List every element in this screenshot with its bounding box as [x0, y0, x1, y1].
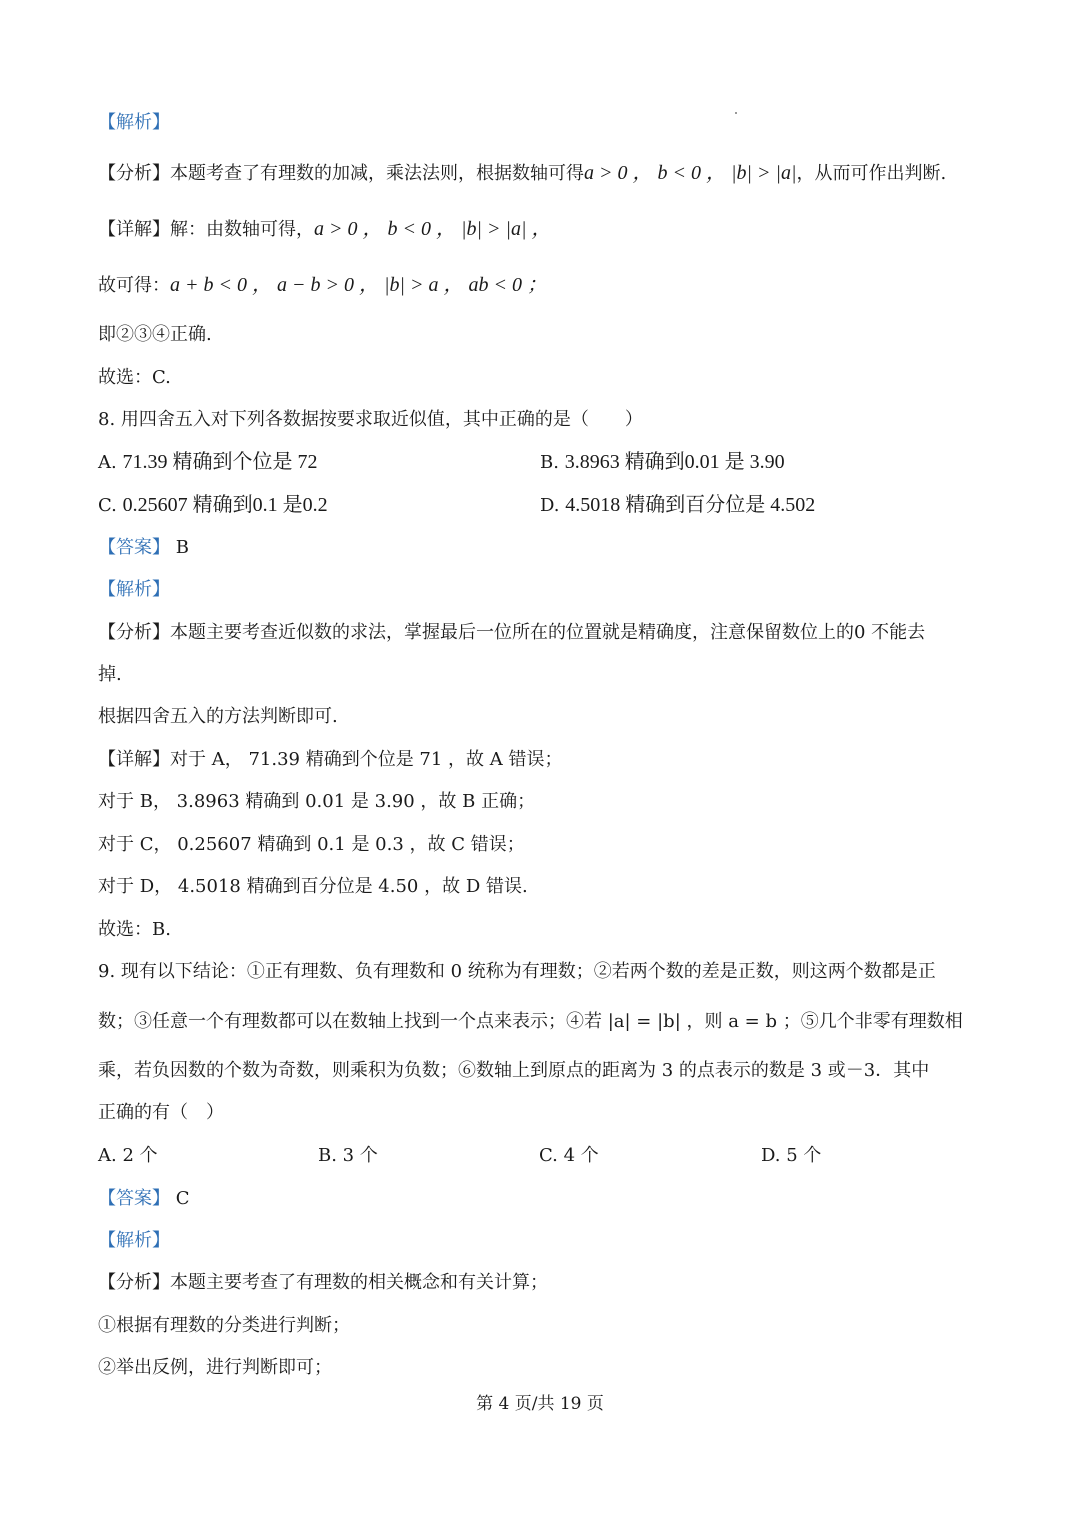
guke-text: 故可得：	[98, 275, 170, 296]
fenxi-tag: 【分析】	[98, 163, 170, 184]
q9-stem-line2: 数；③任意一个有理数都可以在数轴上找到一个点来表示；④若 |a| = |b| ，则 a = b ；⑤几个非零有理数相	[98, 1011, 963, 1032]
option-text: 71.39 精确到个位是 72	[122, 451, 318, 473]
q9-fenxi	[98, 1271, 548, 1295]
xiangjie-line	[98, 217, 551, 242]
q9-stem-line1: 9. 现有以下结论：①正有理数、负有理数和 0 统称为有理数；②若两个数的差是正数，则这两个数都是正	[98, 961, 936, 982]
guxuan-c: 故选：C.	[98, 367, 171, 388]
q8-jiexi	[98, 578, 170, 602]
guke-math: a + b < 0 ， a − b > 0 ， |b| > a ， ab < 0 ；	[170, 274, 547, 296]
fenxi-line	[98, 161, 946, 186]
jiexi-tag: 【解析】	[98, 1230, 170, 1251]
q9-option-a: A. 2 个	[98, 1145, 158, 1166]
q8-stem: 8. 用四舍五入对下列各数据按要求取近似值，其中正确的是（ ）	[98, 409, 643, 430]
fenxi-math: a > 0 ， b < 0 ， |b| > |a|	[584, 162, 797, 184]
option-label: B.	[540, 452, 559, 473]
q8-option-c	[98, 493, 328, 518]
q8-xiangjie-a	[98, 748, 562, 772]
page-footer: 第 4 页/共 19 页	[476, 1394, 604, 1414]
jiexi-tag: 【解析】	[98, 579, 170, 600]
q9-point1: ①根据有理数的分类进行判断；	[98, 1315, 350, 1336]
q8-xiangjie-c: 对于 C， 0.25607 精确到 0.1 是 0.3 ，故 C 错误；	[98, 834, 525, 855]
fenxi-text: 本题主要考查近似数的求法，掌握最后一位所在的位置就是精确度，注意保留数位上的0 不能去	[170, 622, 926, 643]
answer-value: B	[175, 537, 189, 558]
q8-fenxi-line1	[98, 621, 925, 645]
q9-option-d: D. 5 个	[761, 1145, 822, 1166]
option-label: C.	[98, 495, 117, 516]
q8-guxuan: 故选：B.	[98, 919, 171, 940]
q8-answer	[98, 536, 189, 560]
option-text: 0.25607 精确到0.1 是0.2	[122, 494, 328, 516]
option-label: A.	[98, 452, 117, 473]
xiangjie-tag: 【详解】	[98, 219, 170, 240]
fenxi-text: 本题主要考查了有理数的相关概念和有关计算；	[170, 1272, 548, 1293]
q8-option-d	[540, 493, 815, 518]
xiangjie-text: 解：由数轴可得，	[170, 219, 314, 240]
option-text: 4.5018 精确到百分位是 4.502	[565, 494, 816, 516]
scan-speck	[735, 112, 737, 114]
xiangjie-text: 对于 A， 71.39 精确到个位是 71 ，故 A 错误；	[170, 749, 563, 770]
q8-xiangjie-d: 对于 D， 4.5018 精确到百分位是 4.50 ，故 D 错误.	[98, 876, 528, 897]
q9-jiexi	[98, 1229, 170, 1253]
fenxi-text: 本题考查了有理数的加减，乘法法则，根据数轴可得	[170, 163, 584, 184]
q8-option-a	[98, 450, 317, 475]
q8-xiangjie-b: 对于 B， 3.8963 精确到 0.01 是 3.90 ，故 B 正确；	[98, 791, 536, 812]
guke-line	[98, 273, 547, 298]
fenxi-tag: 【分析】	[98, 622, 170, 643]
q9-stem-line4: 正确的有（ ）	[98, 1102, 224, 1123]
q8-option-b	[540, 450, 785, 475]
xiangjie-tag: 【详解】	[98, 749, 170, 770]
jiexi-tag: 【解析】	[98, 112, 170, 133]
answer-tag: 【答案】	[98, 537, 170, 558]
q9-stem-line3: 乘，若负因数的个数为奇数，则乘积为负数；⑥数轴上到原点的距离为 3 的点表示的数是 3 或－3．其中	[98, 1060, 930, 1081]
xiangjie-math: a > 0 ， b < 0 ， |b| > |a| ，	[314, 218, 552, 240]
fenxi-tag: 【分析】	[98, 1272, 170, 1293]
q8-fenxi-line2: 掉.	[98, 664, 122, 685]
ji-line: 即②③④正确.	[98, 324, 212, 345]
answer-tag: 【答案】	[98, 1188, 170, 1209]
jiexi-heading	[98, 111, 170, 135]
option-text: 3.8963 精确到0.01 是 3.90	[564, 451, 785, 473]
option-label: D.	[540, 495, 560, 516]
q8-fenxi-line3: 根据四舍五入的方法判断即可.	[98, 706, 338, 727]
q9-answer	[98, 1187, 190, 1211]
answer-value: C	[175, 1188, 190, 1209]
fenxi-end: ，从而可作出判断.	[796, 163, 947, 184]
q9-point2: ②举出反例，进行判断即可；	[98, 1357, 332, 1378]
q9-option-b: B. 3 个	[318, 1145, 378, 1166]
q9-option-c: C. 4 个	[539, 1145, 599, 1166]
